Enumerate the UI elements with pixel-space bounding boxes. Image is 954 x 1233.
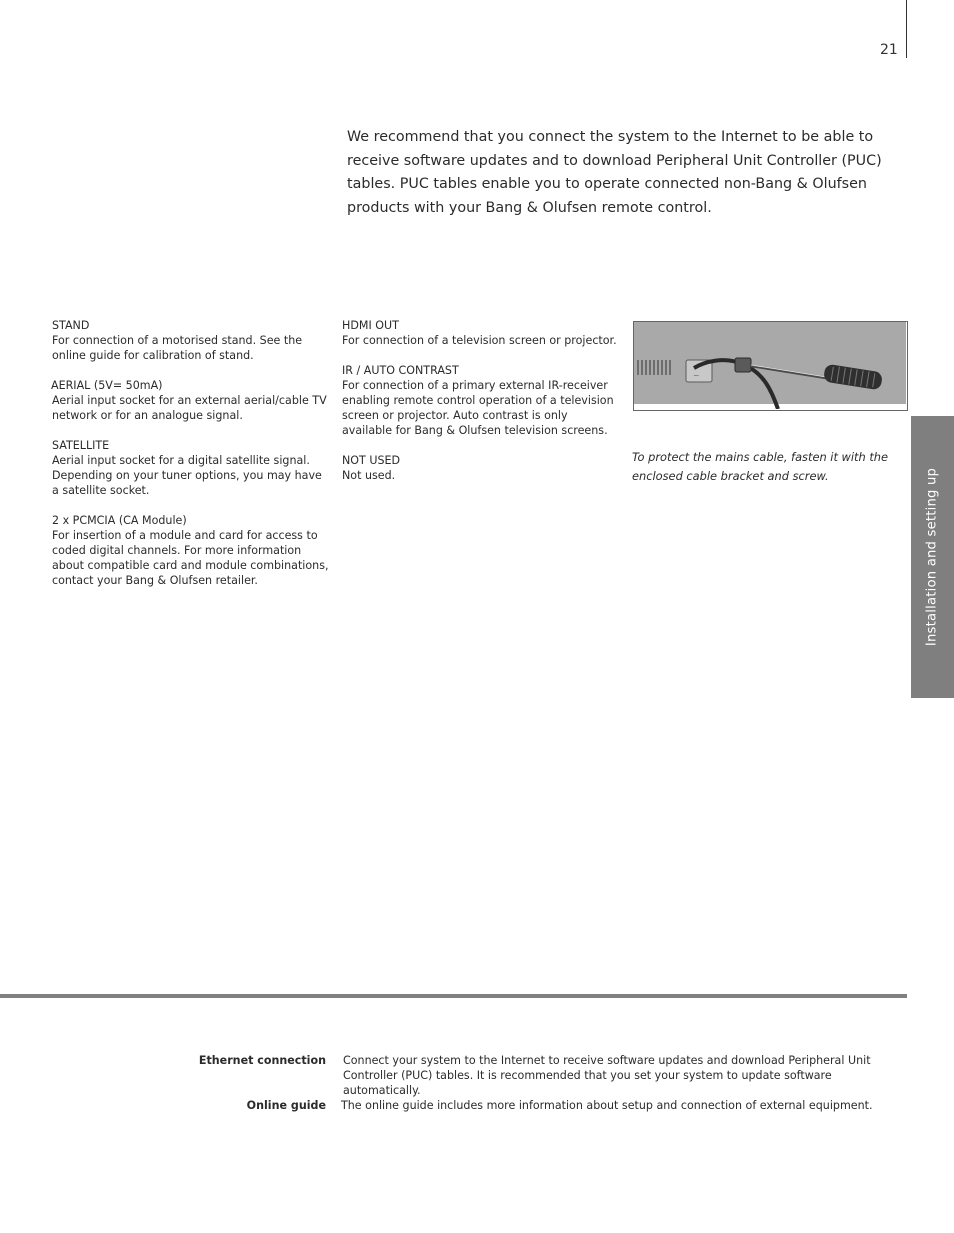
connector-description: For insertion of a module and card for access to coded digital channels. For more information about compatible card and module combinations, contact your Bang & Olufsen retailer. xyxy=(52,529,329,587)
svg-text:~: ~ xyxy=(693,371,700,380)
connector-title xyxy=(52,513,332,528)
section-side-tab xyxy=(911,416,954,698)
connector-aerial xyxy=(52,378,332,423)
section-side-tab-label: Installation and setting up xyxy=(924,467,940,647)
glossary-definition: Connect your system to the Internet to receive software updates and download Peripheral Unit Controller (PUC) tables. It is recommended that you set your system to update software automatically. xyxy=(343,1054,871,1097)
page-number: 21 xyxy=(880,42,898,58)
illustration-caption: To protect the mains cable, fasten it with the enclosed cable bracket and screw. xyxy=(632,450,889,483)
connector-description: For connection of a television screen or projector. xyxy=(342,334,617,347)
glossary-row xyxy=(0,1098,954,1113)
connector-title: SATELLITE xyxy=(52,439,110,452)
connector-not-used xyxy=(342,453,618,483)
glossary-term: Online guide xyxy=(246,1099,326,1112)
connector-description: For connection of a primary external IR-receiver enabling remote control operation of a television screen or projector. Auto contrast is only available for Bang & Olufsen television screens. xyxy=(342,379,614,437)
page-edge-rule xyxy=(906,0,907,58)
connector-stand xyxy=(52,318,332,363)
connector-description: Aerial input socket for a digital satellite signal. Depending on your tuner options, you may have a satellite socket. xyxy=(52,454,322,497)
connector-pcmcia xyxy=(52,513,332,588)
intro-paragraph: We recommend that you connect the system to the Internet to be able to receive software updates and to download Peripheral Unit Controller (PUC) tables. PUC tables enable you to operate connected non-Bang & Olufsen products with your Bang & Olufsen remote control. xyxy=(347,129,882,216)
left-column xyxy=(52,318,332,603)
connector-title: AERIAL (5V= 50mA) xyxy=(51,379,163,392)
middle-column xyxy=(342,318,618,498)
connector-description: Not used. xyxy=(342,469,396,482)
connector-satellite xyxy=(52,438,332,498)
connector-title: HDMI OUT xyxy=(342,319,399,332)
connector-title: NOT USED xyxy=(342,454,401,467)
connector-description: For connection of a motorised stand. See the online guide for calibration of stand. xyxy=(52,334,303,362)
section-divider xyxy=(0,994,907,998)
connector-title: STAND xyxy=(52,319,90,332)
mains-cable-illustration xyxy=(633,321,908,411)
connector-description: Aerial input socket for an external aerial/cable TV network or for an analogue signal. xyxy=(52,394,327,422)
connector-title-suffix: (CA Module) xyxy=(115,514,187,527)
glossary-row xyxy=(0,1053,954,1098)
glossary-definition: The online guide includes more information about setup and connection of external equipment. xyxy=(341,1099,873,1112)
glossary xyxy=(0,1053,954,1113)
glossary-term: Ethernet connection xyxy=(198,1054,326,1067)
mains-cable-bracket-screwdriver-icon xyxy=(634,322,906,409)
connector-title: IR / AUTO CONTRAST xyxy=(342,364,459,377)
connector-hdmi-out xyxy=(342,318,618,348)
connector-ir-auto-contrast xyxy=(342,363,618,438)
connector-title-main: 2 x PCMCIA xyxy=(52,514,116,527)
